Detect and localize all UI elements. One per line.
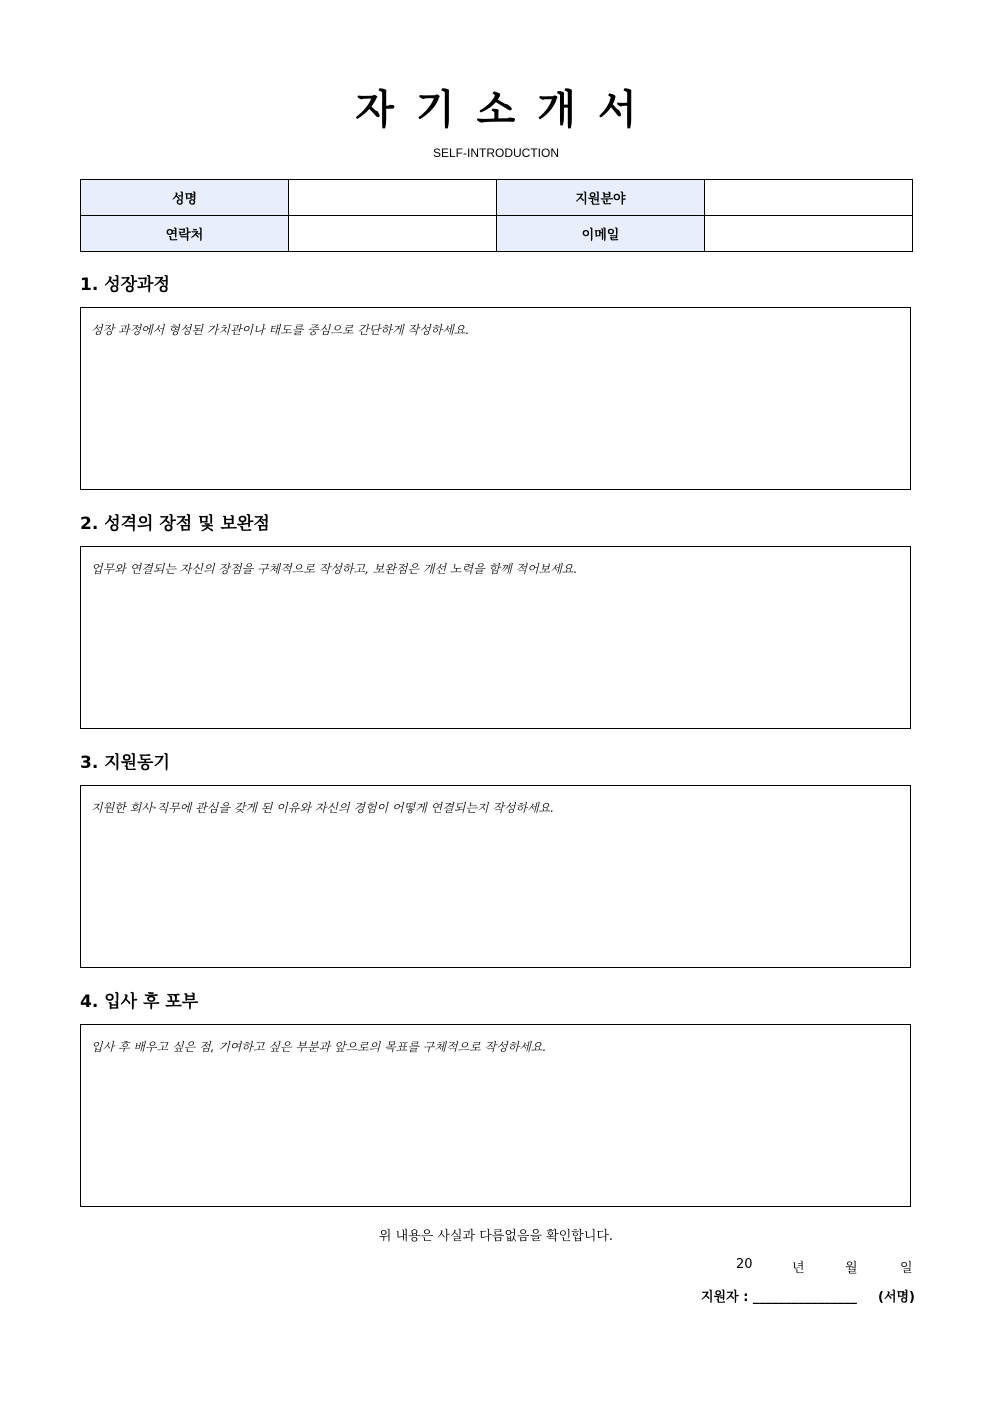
info-row-2 bbox=[81, 216, 913, 252]
confirmation-statement: 위 내용은 사실과 다름없음을 확인합니다. bbox=[378, 1229, 614, 1244]
section-box-growth[interactable] bbox=[80, 307, 911, 490]
document-title: 자기소개서 bbox=[355, 87, 659, 133]
section-title-growth: 1. 성장과정 bbox=[80, 275, 170, 295]
info-row-1 bbox=[81, 180, 913, 216]
applicant-label[interactable]: 지원자 : ________________ bbox=[701, 1290, 857, 1305]
field-label: 지원분야 bbox=[497, 180, 705, 216]
name-field[interactable] bbox=[289, 180, 497, 216]
section-title-personality: 2. 성격의 장점 및 보완점 bbox=[80, 514, 270, 534]
date-month-label: 월 bbox=[845, 1261, 858, 1276]
guide-text-motivation: 지원한 회사·직무에 관심을 갖게 된 이유와 자신의 경험이 어떻게 연결되는지 작성하세요. bbox=[91, 801, 555, 815]
email-field[interactable] bbox=[705, 216, 913, 252]
guide-text-growth: 성장 과정에서 형성된 가치관이나 태도를 중심으로 간단하게 작성하세요. bbox=[91, 323, 470, 337]
section-box-personality[interactable] bbox=[80, 546, 911, 729]
guide-text-personality: 업무와 연결되는 자신의 장점을 구체적으로 작성하고, 보완점은 개선 노력을 함께 적어보세요. bbox=[91, 562, 578, 576]
date-year-prefix: 20 bbox=[736, 1257, 753, 1272]
email-label: 이메일 bbox=[497, 216, 705, 252]
date-day-label: 일 bbox=[900, 1261, 913, 1276]
document-subtitle: SELF-INTRODUCTION bbox=[433, 146, 559, 160]
applicant-info-table bbox=[80, 179, 913, 252]
field-field[interactable] bbox=[705, 180, 913, 216]
section-box-aspiration[interactable] bbox=[80, 1024, 911, 1207]
section-box-motivation[interactable] bbox=[80, 785, 911, 968]
name-label: 성명 bbox=[81, 180, 289, 216]
signature-label: (서명) bbox=[878, 1290, 915, 1305]
guide-text-aspiration: 입사 후 배우고 싶은 점, 기여하고 싶은 부분과 앞으로의 목표를 구체적으로 작성하세요. bbox=[91, 1040, 547, 1054]
contact-label: 연락처 bbox=[81, 216, 289, 252]
signature-line bbox=[701, 1286, 915, 1305]
contact-field[interactable] bbox=[289, 216, 497, 252]
section-title-motivation: 3. 지원동기 bbox=[80, 753, 170, 773]
section-title-aspiration: 4. 입사 후 포부 bbox=[80, 992, 199, 1012]
date-year-label: 년 bbox=[792, 1261, 805, 1276]
